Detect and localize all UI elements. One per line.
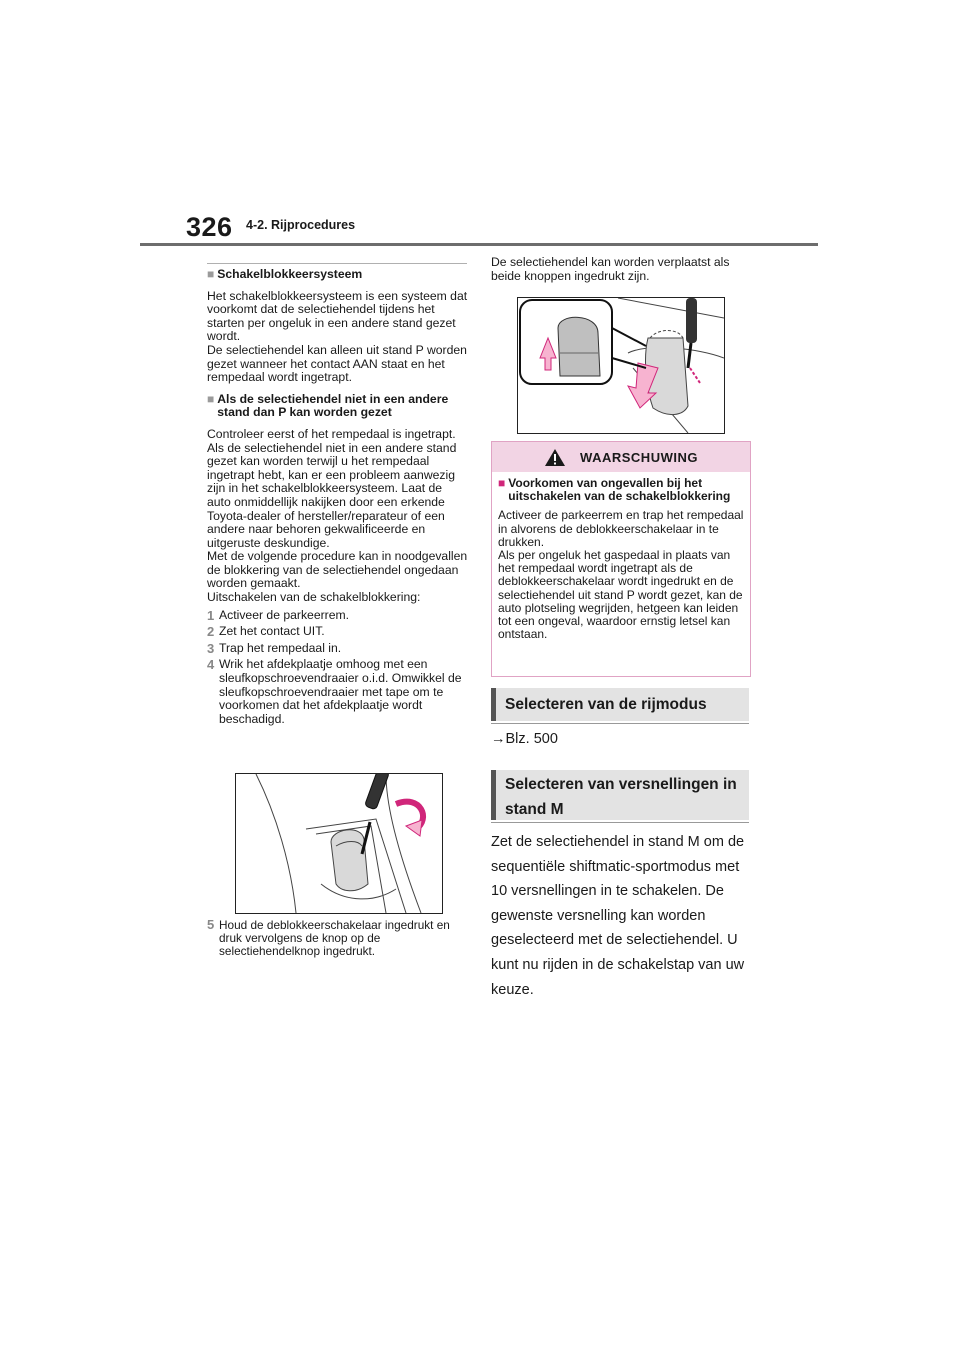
paragraph: Het schakelblokkeersysteem is een systeem dat voorkomt dat de selectiehendel tijdens het starten per ongeluk in een andere stand gezet wordt.	[207, 288, 468, 344]
square-bullet-icon: ■	[207, 391, 215, 406]
left-column	[207, 268, 469, 729]
paragraph: Uitschakelen van de schakelblokkering:	[207, 590, 421, 605]
chapter-title: 4-2. Rijprocedures	[246, 218, 356, 232]
warning-box	[491, 441, 751, 677]
right-intro: De selectiehendel kan worden verplaatst als beide knoppen ingedrukt zijn.	[491, 255, 730, 283]
screwdriver-illustration	[236, 774, 442, 913]
warning-subheading: ■ Voorkomen van ongevallen bij het uitschakelen van de schakelblokkering	[498, 476, 731, 504]
subheading-shift-lock	[207, 268, 469, 282]
square-bullet-icon: ■	[207, 267, 215, 281]
paragraph: Als de selectiehendel niet in een andere stand gezet kan worden terwijl u het rempedaal ingetrapt hebt, kan er een probleem aanwezig zijn in het schakelblokkeersysteem. Laat de auto onmiddellijk nakijken door een erkende Toyota-dealer of hersteller/reparateur of een andere naar behoren gekwalificeerde en uitgeruste deskundige.	[207, 440, 457, 550]
section-heading-driving-mode: Selecteren van de rijmodus	[491, 688, 749, 721]
paragraph-m-mode: Zet de selectiehendel in stand M om de sequentiële shiftmatic-sportmodus met 10 versnellingen in te schakelen. De gewenste versnelling kan worden geselecteerd met de selectiehendel. U kunt nu rijden in de schakelstap van uw keuze.	[491, 834, 745, 998]
list-item: 4 Wrik het afdekplaatje omhoog met een sleufkopschroevendraaier o.i.d. Omwikkel de sleufkopschroevendraaier met tape om te voorkomen dat het afdekplaatje wordt beschadigd.	[207, 657, 462, 726]
figure-pry-cover	[235, 773, 443, 914]
subheading-text: Schakelblokkeersysteem	[217, 267, 363, 281]
column-divider	[207, 263, 467, 264]
page-number: 326	[186, 212, 233, 242]
step-5: 5 Houd de deblokkeerschakelaar ingedrukt en druk vervolgens de knop op de selectiehendelknop ingedrukt.	[207, 917, 450, 958]
warning-header	[492, 442, 750, 472]
section-heading-m-mode: Selecteren van versnellingen in stand M	[491, 770, 749, 820]
subheading-text: Als de selectiehendel niet in een andere stand dan P kan worden gezet	[217, 391, 449, 420]
list-item: 3 Trap het rempedaal in.	[207, 640, 342, 656]
paragraph: Als per ongeluk het gaspedaal in plaats van het rempedaal wordt ingetrapt als de deblokkeerschakelaar wordt ingedrukt en de selectiehendel uit stand P wordt gezet, kan de auto plotseling wegrijden, hetgeen kan leiden tot een ongeval, waardoor ernstig letsel kan ontstaan.	[498, 548, 743, 642]
figure-release-lever	[517, 297, 725, 434]
page-reference: →Blz. 500	[491, 731, 558, 747]
paragraph: Met de volgende procedure kan in noodgevallen de blokkering van de selectiehendel ongedaan worden gemaakt.	[207, 549, 468, 591]
square-bullet-icon: ■	[498, 476, 506, 490]
subheading-lever-stuck	[207, 393, 469, 420]
paragraph: Controleer eerst of het rempedaal is ingetrapt.	[207, 426, 456, 441]
paragraph: Activeer de parkeerrem en trap het rempedaal in alvorens de deblokkeerschakelaar in te drukken.	[498, 508, 744, 549]
warning-title: WAARSCHUWING	[580, 449, 698, 465]
list-item: 2 Zet het contact UIT.	[207, 624, 325, 640]
shift-lever-illustration	[518, 298, 724, 433]
header-divider	[140, 243, 818, 246]
warning-body	[492, 472, 750, 641]
procedure-steps	[207, 609, 469, 727]
paragraph: De selectiehendel kan alleen uit stand P worden gezet wanneer het contact AAN staat en het rempedaal wordt ingetrapt.	[207, 342, 467, 385]
warning-triangle-icon	[544, 448, 566, 467]
list-item: 1 Activeer de parkeerrem.	[207, 607, 350, 623]
